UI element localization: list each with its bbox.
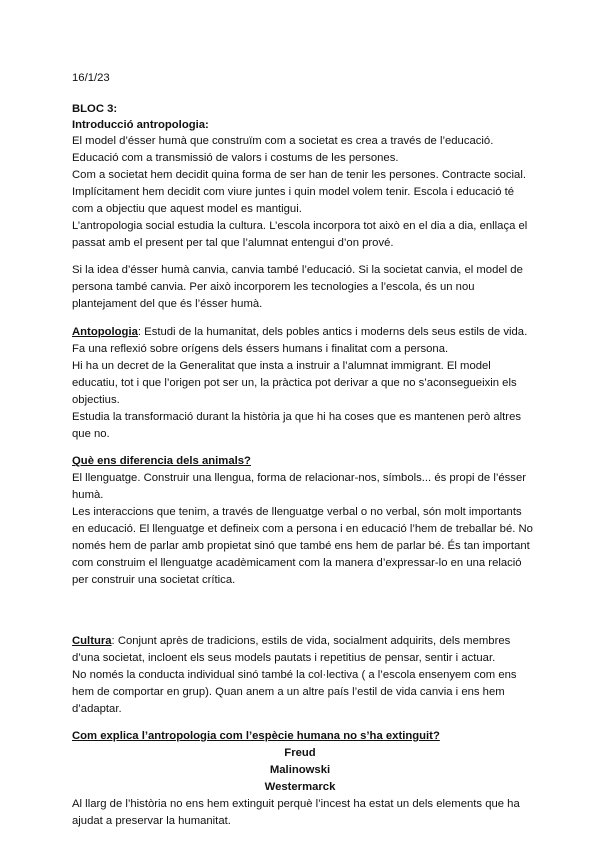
- change-line: plantejament del que és l’ésser humà.: [72, 298, 263, 310]
- animals-line: humà.: [72, 489, 104, 501]
- author-name: Freud: [284, 747, 316, 759]
- animals-line: només hem de parlar amb propietat sinó que també ens hem de parlar bé. És tan important: [72, 540, 530, 552]
- intro-line: L’antropologia social estudia la cultura. L’escola incorpora tot això en el dia a dia, enllaça el: [72, 220, 528, 232]
- animals-line: Les interaccions que tenim, a través de llenguatge verbal o no verbal, són molt importants: [72, 506, 522, 518]
- date: 16/1/23: [72, 72, 110, 84]
- antropologia-term: Antopologia: [72, 326, 138, 338]
- intro-line: Implícitament hem decidit com viure juntes i quin model volem tenir. Escola i educació té: [72, 186, 515, 198]
- section-title: Introducció antropologia:: [72, 119, 209, 131]
- animals-line: El llenguatge. Construir una llengua, forma de relacionar-nos, símbols... és propi de l’ésser: [72, 472, 526, 484]
- intro-line: passat amb el present per tal que l’alumnat entengui d’on prové.: [72, 237, 394, 249]
- cultura-term: Cultura: [72, 635, 112, 647]
- animals-line: per construir una societat crítica.: [72, 574, 236, 586]
- antropologia-definition: [72, 324, 527, 342]
- cultura-first-line: : Conjunt après de tradicions, estils de vida, socialment adquirits, dels membres: [111, 635, 511, 647]
- antropologia-line: que no.: [72, 428, 110, 440]
- intro-line: com a objectiu que aquest model es mantigui.: [72, 203, 302, 215]
- antropologia-line: educatiu, tot i que l’origen pot ser un, la pràctica pot derivar a que no s’aconsegueixin els: [72, 377, 517, 389]
- antropologia-line: objectius.: [72, 394, 120, 406]
- cultura-line: d’una societat, incloent els seus models pautats i repetitius de pensar, sentir i actuar.: [72, 652, 496, 664]
- antropologia-line: Hi ha un decret de la Generalitat que insta a instruir a l’alumnat immigrant. El model: [72, 360, 491, 372]
- antropologia-line: Estudia la transformació durant la història ja que hi ha coses que es mantenen però altres: [72, 411, 521, 423]
- extinction-line: Al llarg de l’història no ens hem extinguit perquè l’incest ha estat un dels elements que ha: [72, 798, 520, 810]
- extinction-heading: Com explica l’antropologia com l’espècie humana no s’ha extinguit?: [72, 730, 440, 742]
- cultura-line: No només la conducta individual sinó també la col·lectiva ( a l’escola ensenyem com ens: [72, 669, 517, 681]
- animals-line: en educació. El llenguatge et defineix com a persona i en educació l’hem de treballar bé. No: [72, 523, 533, 535]
- antropologia-line: Fa una reflexió sobre orígens dels éssers humans i finalitat com a persona.: [72, 343, 449, 355]
- animals-heading: Què ens diferencia dels animals?: [72, 455, 251, 467]
- extinction-line: ajudat a preservar la humanitat.: [72, 815, 231, 827]
- bloc-label: BLOC 3:: [72, 103, 118, 115]
- cultura-line: hem de comportar en grup). Quan anem a un altre país l’estil de vida canvia i ens hem: [72, 686, 505, 698]
- intro-line: El model d’ésser humà que construïm com a societat es crea a través de l’educació.: [72, 135, 494, 147]
- cultura-definition: [72, 633, 510, 651]
- author-name: Malinowski: [269, 764, 331, 776]
- intro-line: Com a societat hem decidit quina forma de ser han de tenir les persones. Contracte social.: [72, 169, 526, 181]
- intro-line: Educació com a transmissió de valors i costums de les persones.: [72, 152, 399, 164]
- change-line: Si la idea d’ésser humà canvia, canvia també l’educació. Si la societat canvia, el model de: [72, 264, 523, 276]
- antropologia-first-line: : Estudi de la humanitat, dels pobles antics i moderns dels seus estils de vida.: [137, 326, 528, 338]
- change-line: persona també canvia. Per això incorporem les tecnologies a l’escola, és un nou: [72, 281, 475, 293]
- cultura-line: d’adaptar.: [72, 703, 122, 715]
- author-name: Westermarck: [264, 781, 336, 793]
- animals-line: com construim el llenguatge acadèmicament com la manera d’expressar-lo en una relació: [72, 557, 522, 569]
